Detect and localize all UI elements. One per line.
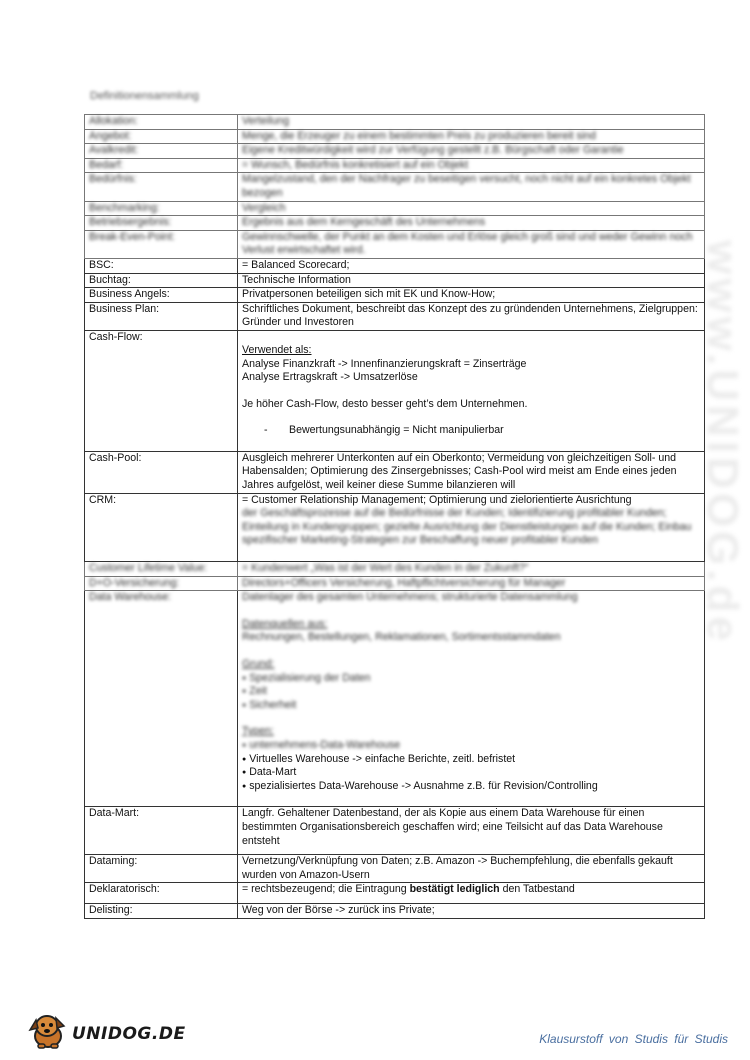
definition-cell: Eigene Kreditwürdigkeit wird zur Verfügung gestellt z.B. Bürgschaft oder Garantie xyxy=(238,144,705,159)
definition-cell: Vernetzung/Verknüpfung von Daten; z.B. Amazon -> Buchempfehlung, die ebenfalls gekauft wurden von Amazon-Usern xyxy=(238,855,705,883)
table-row xyxy=(85,562,705,577)
term-cell: Cash-Flow: xyxy=(85,330,238,451)
table-row-dataming xyxy=(85,855,705,883)
cash-flow-dash-item xyxy=(242,424,700,438)
dw-typ-item: ● unternehmens-Data-Warehouse xyxy=(242,739,700,753)
footer-tagline: Klausurstoff von Studis für Studis xyxy=(539,1032,728,1046)
table-row-delisting xyxy=(85,903,705,918)
table-row-data-warehouse xyxy=(85,591,705,807)
term-cell: Delisting: xyxy=(85,903,238,918)
deklaratorisch-text: den Tatbestand xyxy=(499,883,575,896)
term-cell: Data Warehouse: xyxy=(85,591,238,807)
brand-text: UNIDOG.DE xyxy=(72,1024,186,1044)
dw-typen-heading: Typen: xyxy=(242,725,274,738)
term-cell: Benchmarking: xyxy=(85,201,238,216)
dash-marker: - xyxy=(264,424,268,437)
table-row-crm xyxy=(85,493,705,561)
definition-cell: Menge, die Erzeuger zu einem bestimmten Preis zu produzieren bereit sind xyxy=(238,129,705,144)
term-cell: Angebot: xyxy=(85,129,238,144)
dw-grund-item: ● Zeit xyxy=(242,685,700,699)
cash-flow-line: Analyse Finanzkraft -> Innenfinanzierungskraft = Zinserträge xyxy=(242,357,527,370)
table-row-deklaratorisch xyxy=(85,883,705,904)
deklaratorisch-bold: bestätigt lediglich xyxy=(409,883,500,896)
cash-flow-heading: Verwendet als: xyxy=(242,343,312,356)
dw-line: Datenlager des gesamten Unternehmens; strukturierte Datensammlung xyxy=(242,591,578,604)
definition-cell: Directors+Officers Versicherung, Haftpflichtversicherung für Manager xyxy=(238,576,705,591)
data-mart-definition: Langfr. Gehaltener Datenbestand, der als Kopie aus einem Data Warehouse für einen bestimmten Organisationsbereich geschaffen wird; eine Teilsicht auf das Data Warehouse entsteht xyxy=(242,807,663,847)
table-row-business-plan xyxy=(85,302,705,330)
term-cell: Deklaratorisch: xyxy=(85,883,238,904)
table-row xyxy=(85,158,705,173)
definition-cell xyxy=(238,591,705,807)
table-row xyxy=(85,201,705,216)
dw-typ-item: ● Data-Mart xyxy=(242,766,700,780)
definition-cell: = Balanced Scorecard; xyxy=(238,258,705,273)
definition-cell: Gewinnschwelle, der Punkt an dem Kosten und Erlöse gleich groß sind und weder Gewinn noch Verlust erwirtschaftet wird. xyxy=(238,230,705,258)
definition-cell: Mangelzustand, den der Nachfrager zu beseitigen versucht, noch nicht auf ein konkretes Objekt bezogen xyxy=(238,173,705,201)
definition-cell: = Wunsch, Bedürfnis konkretisiert auf ein Objekt xyxy=(238,158,705,173)
definition-cell xyxy=(238,330,705,451)
unidog-logo[interactable] xyxy=(26,1010,186,1050)
definition-cell: = Kundenwert „Was ist der Wert des Kunden in der Zukunft?“ xyxy=(238,562,705,577)
table-row xyxy=(85,576,705,591)
term-cell: Break-Even-Point: xyxy=(85,230,238,258)
dw-typ-item: ● spezialisiertes Data-Warehouse -> Ausnahme z.B. für Revision/Controlling xyxy=(242,780,700,794)
term-cell: Buchtag: xyxy=(85,273,238,288)
dog-mascot-icon xyxy=(26,1010,70,1050)
cash-flow-line: Analyse Ertragskraft -> Umsatzerlöse xyxy=(242,371,418,384)
definition-cell: Weg von der Börse -> zurück ins Private; xyxy=(238,903,705,918)
table-row xyxy=(85,216,705,231)
table-row xyxy=(85,144,705,159)
table-row xyxy=(85,173,705,201)
definition-cell: Schriftliches Dokument, beschreibt das Konzept des zu gründenden Unternehmens, Zielgruppen: Gründer und Investoren xyxy=(238,302,705,330)
dw-sources-heading: Datenquellen aus: xyxy=(242,617,328,630)
table-row xyxy=(85,115,705,130)
definition-cell: Privatpersonen beteiligen sich mit EK und Know-How; xyxy=(238,288,705,303)
crm-definition: = Customer Relationship Management; Optimierung und zielorientierte Ausrichtung xyxy=(242,493,632,506)
term-cell: Avalkredit: xyxy=(85,144,238,159)
definitions-table xyxy=(84,114,705,919)
cash-flow-line: Je höher Cash-Flow, desto besser geht’s dem Unternehmen. xyxy=(242,397,528,410)
table-row-cash-flow xyxy=(85,330,705,451)
term-cell: D+O-Versicherung: xyxy=(85,576,238,591)
definition-cell xyxy=(238,807,705,855)
term-cell: BSC: xyxy=(85,258,238,273)
definition-cell: Ausgleich mehrerer Unterkonten auf ein Oberkonto; Vermeidung von gleichzeitigen Soll- und Habensalden; Optimierung des Zinsergebnisses; Cash-Pool wird meist am Ende eines jeden Jahres aufgelöst, weil keiner diese Summe bilanzieren will xyxy=(238,451,705,493)
term-cell: CRM: xyxy=(85,493,238,561)
term-cell: Bedarf: xyxy=(85,158,238,173)
table-row-buchtag xyxy=(85,273,705,288)
table-row xyxy=(85,230,705,258)
dw-typ-item: ● Virtuelles Warehouse -> einfache Berichte, zeitl. befristet xyxy=(242,753,700,767)
term-cell: Business Plan: xyxy=(85,302,238,330)
watermark: www.UNIDOG.de xyxy=(698,240,747,645)
dw-grund-item: ● Sicherheit xyxy=(242,699,700,713)
definition-cell: Ergebnis aus dem Kerngeschäft des Unternehmens xyxy=(238,216,705,231)
crm-blurred-continuation: der Geschäftsprozesse auf die Bedürfnisse der Kunden; Identifizierung profitabler Kunden; Einteilung in Kundengruppen; gezielte Ausrichtung der Dienstleistungen auf die Kunden; Einbau spezifischer Marketing-Strategien zur Beschaffung neuer profitabler Kunden xyxy=(242,507,692,547)
definition-cell: Vergleich xyxy=(238,201,705,216)
term-cell: Allokation: xyxy=(85,115,238,130)
term-cell: Dataming: xyxy=(85,855,238,883)
dw-sources: Rechnungen, Bestellungen, Reklamationen, Sortimentsstammdaten xyxy=(242,631,561,644)
term-cell: Bedürfnis: xyxy=(85,173,238,201)
term-cell: Betriebsergebnis: xyxy=(85,216,238,231)
dw-grund-heading: Grund: xyxy=(242,658,275,670)
definition-cell: Technische Information xyxy=(238,273,705,288)
definition-cell xyxy=(238,493,705,561)
table-row xyxy=(85,129,705,144)
term-cell: Data-Mart: xyxy=(85,807,238,855)
table-row-data-mart xyxy=(85,807,705,855)
definition-cell xyxy=(238,883,705,904)
table-row-bsc xyxy=(85,258,705,273)
deklaratorisch-text: = rechtsbezeugend; die Eintragung xyxy=(242,883,410,896)
table-row-cash-pool xyxy=(85,451,705,493)
document-title: Definitionensammlung xyxy=(90,90,199,102)
definition-cell: Verteilung xyxy=(238,115,705,130)
term-cell: Cash-Pool: xyxy=(85,451,238,493)
term-cell: Customer Lifetime Value: xyxy=(85,562,238,577)
term-cell: Business Angels: xyxy=(85,288,238,303)
table-row-business-angels xyxy=(85,288,705,303)
dw-grund-item: ● Spezialisierung der Daten xyxy=(242,672,700,686)
cash-flow-line: Bewertungsunabhängig = Nicht manipulierbar xyxy=(289,424,504,437)
